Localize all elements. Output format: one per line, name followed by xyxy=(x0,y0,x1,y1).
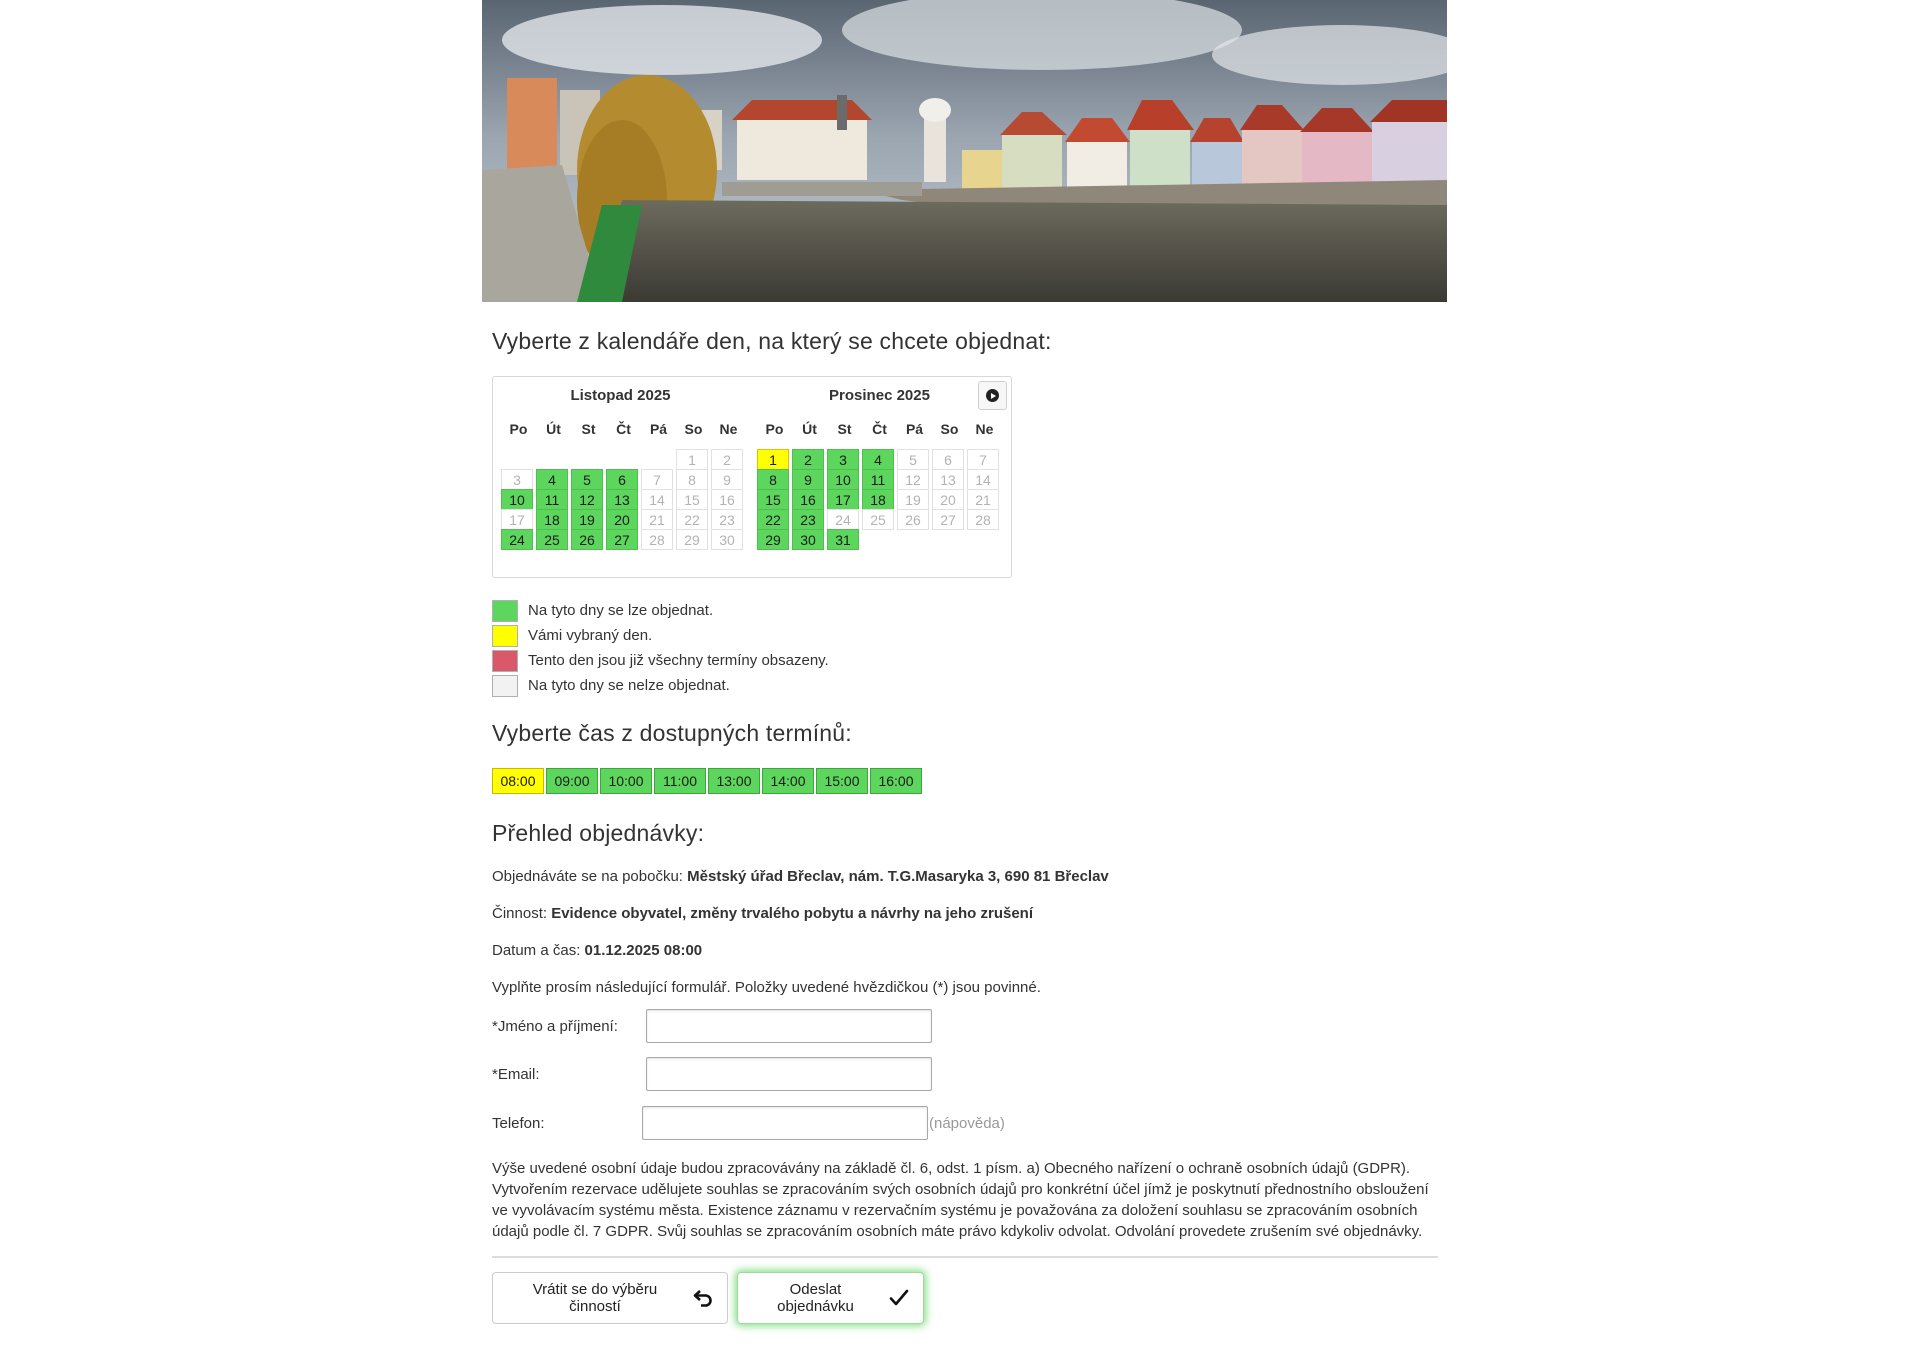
calendar-heading: Vyberte z kalendáře den, na který se chcete objednat: xyxy=(492,328,1052,354)
calendar-day: 5 xyxy=(897,449,929,470)
weekday-label: Út xyxy=(802,421,817,437)
legend-label: Na tyto dny se nelze objednat. xyxy=(528,677,730,694)
legend-item xyxy=(492,623,829,648)
calendar-day: 24 xyxy=(827,509,859,530)
activity-label: Činnost: xyxy=(492,905,552,922)
calendar-day: 20 xyxy=(932,489,964,510)
calendar-day: 25 xyxy=(862,509,894,530)
branch-label: Objednáváte se na pobočku: xyxy=(492,868,688,885)
calendar-day[interactable]: 11 xyxy=(536,489,568,510)
time-slot[interactable]: 09:00 xyxy=(546,768,598,794)
weekday-label: St xyxy=(837,421,852,437)
phone-help-link[interactable]: (nápověda) xyxy=(929,1115,1005,1132)
weekday-label: So xyxy=(940,421,959,437)
calendar-day: 29 xyxy=(676,529,708,550)
legend-item xyxy=(492,648,829,673)
gdpr-notice: Výše uvedené osobní údaje budou zpracovávány na základě čl. 6, odst. 1 písm. a) Obecného nařízení o ochraně osobních údajů (GDPR). Vytvořením rezervace udělujete souhlas se zpracováním svých osobních údajů pro konkrétní účel jímž je poskytnutí přednostního obsloužení ve vyvolávacím systému města. Existence záznamu v rezervačním systému je považována za doložení souhlasu se zpracováním osobních údajů podle čl. 7 GDPR. Svůj souhlas se zpracováním osobních máte právo kdykoliv odvolat. Odvolání provedete zrušením své objednávky. xyxy=(492,1160,1429,1240)
calendar-day[interactable]: 5 xyxy=(571,469,603,490)
calendar-day[interactable]: 12 xyxy=(571,489,603,510)
datetime-value: 01.12.2025 08:00 xyxy=(584,942,703,959)
back-button-label: Vrátit se do výběru činností xyxy=(532,1281,658,1315)
time-heading: Vyberte čas z dostupných termínů: xyxy=(492,720,852,746)
calendar-day[interactable]: 19 xyxy=(571,509,603,530)
calendar-day[interactable]: 27 xyxy=(606,529,638,550)
calendar-day: 9 xyxy=(711,469,743,490)
calendar-day: 14 xyxy=(641,489,673,510)
calendar-day: 2 xyxy=(711,449,743,470)
legend-swatch-selected xyxy=(492,625,518,647)
calendar-day: 30 xyxy=(711,529,743,550)
summary-activity xyxy=(492,905,1033,922)
name-label: *Jméno a příjmení: xyxy=(492,1018,618,1035)
time-slot[interactable]: 11:00 xyxy=(654,768,706,794)
calendar-day[interactable]: 23 xyxy=(792,509,824,530)
calendar-day[interactable]: 17 xyxy=(827,489,859,510)
legend-swatch-unavailable xyxy=(492,675,518,697)
time-slot[interactable]: 16:00 xyxy=(870,768,922,794)
calendar-day: 22 xyxy=(676,509,708,530)
calendar-day: 14 xyxy=(967,469,999,490)
time-slot[interactable]: 10:00 xyxy=(600,768,652,794)
calendar-day: 7 xyxy=(641,469,673,490)
calendar-day[interactable]: 4 xyxy=(862,449,894,470)
calendar-day: 28 xyxy=(641,529,673,550)
submit-order-button[interactable] xyxy=(737,1272,924,1324)
calendar-day[interactable]: 4 xyxy=(536,469,568,490)
calendar-day[interactable]: 10 xyxy=(827,469,859,490)
email-field[interactable] xyxy=(646,1057,932,1091)
calendar-day[interactable]: 18 xyxy=(862,489,894,510)
calendar-day: 23 xyxy=(711,509,743,530)
legend-label: Tento den jsou již všechny termíny obsazeny. xyxy=(528,652,829,669)
back-button[interactable] xyxy=(492,1272,728,1324)
summary-datetime xyxy=(492,942,702,959)
weekday-header xyxy=(757,421,1002,437)
legend-swatch-available xyxy=(492,600,518,622)
calendar-day: 19 xyxy=(897,489,929,510)
calendar-day: 13 xyxy=(932,469,964,490)
calendar-day[interactable]: 20 xyxy=(606,509,638,530)
calendar-day[interactable]: 2 xyxy=(792,449,824,470)
legend-swatch-full xyxy=(492,650,518,672)
calendar-day[interactable]: 16 xyxy=(792,489,824,510)
calendar-day: 21 xyxy=(967,489,999,510)
checkmark-icon xyxy=(889,1289,909,1307)
datetime-label: Datum a čas: xyxy=(492,942,585,959)
branch-value: Městský úřad Břeclav, nám. T.G.Masaryka 3, 690 81 Břeclav xyxy=(687,868,1109,885)
undo-arrow-icon xyxy=(693,1289,713,1307)
calendar-day: 15 xyxy=(676,489,708,510)
weekday-label: Pá xyxy=(649,421,668,437)
calendar-day: 6 xyxy=(932,449,964,470)
phone-label: Telefon: xyxy=(492,1115,545,1132)
calendar-day[interactable]: 10 xyxy=(501,489,533,510)
town-river-image xyxy=(482,0,1447,302)
hero-photo xyxy=(482,0,1447,302)
calendar-day: 17 xyxy=(501,509,533,530)
weekday-label: Ne xyxy=(975,421,994,437)
calendar-day[interactable]: 6 xyxy=(606,469,638,490)
weekday-header xyxy=(501,421,746,437)
calendar-day[interactable]: 18 xyxy=(536,509,568,530)
time-slot[interactable]: 13:00 xyxy=(708,768,760,794)
calendar-day: 3 xyxy=(501,469,533,490)
name-field[interactable] xyxy=(646,1009,932,1043)
divider xyxy=(492,1256,1438,1258)
time-slot[interactable]: 15:00 xyxy=(816,768,868,794)
form-instructions: Vyplňte prosím následující formulář. Položky uvedené hvězdičkou (*) jsou povinné. xyxy=(492,979,1041,996)
legend-label: Vámi vybraný den. xyxy=(528,627,653,644)
calendar-day[interactable]: 31 xyxy=(827,529,859,550)
weekday-label: Pá xyxy=(905,421,924,437)
calendar-day[interactable]: 24 xyxy=(501,529,533,550)
submit-button-label: Odeslat objednávku xyxy=(777,1281,854,1315)
activity-value: Evidence obyvatel, změny trvalého pobytu a návrhy na jeho zrušení xyxy=(551,905,1034,922)
calendar-day: 16 xyxy=(711,489,743,510)
calendar-day[interactable]: 1 xyxy=(757,449,789,470)
calendar-day: 1 xyxy=(676,449,708,470)
calendar-day[interactable]: 11 xyxy=(862,469,894,490)
legend-item xyxy=(492,673,829,698)
summary-heading: Přehled objednávky: xyxy=(492,820,705,846)
weekday-label: Po xyxy=(509,421,528,437)
calendar-day: 26 xyxy=(897,509,929,530)
weekday-label: Ne xyxy=(719,421,738,437)
calendar-day[interactable]: 30 xyxy=(792,529,824,550)
calendar-day: 28 xyxy=(967,509,999,530)
weekday-label: Čt xyxy=(872,421,887,437)
calendar-legend xyxy=(492,598,829,698)
calendar-day[interactable]: 3 xyxy=(827,449,859,470)
circle-arrow-right-icon xyxy=(986,389,999,402)
time-slot[interactable]: 08:00 xyxy=(492,768,544,794)
summary-branch xyxy=(492,868,1109,885)
calendar-day[interactable]: 13 xyxy=(606,489,638,510)
month-title: Listopad 2025 xyxy=(570,387,671,404)
legend-label: Na tyto dny se lze objednat. xyxy=(528,602,714,619)
calendar-day[interactable]: 15 xyxy=(757,489,789,510)
calendar-day[interactable]: 9 xyxy=(792,469,824,490)
time-slot-list xyxy=(492,768,924,794)
calendar-day[interactable]: 26 xyxy=(571,529,603,550)
calendar-day: 21 xyxy=(641,509,673,530)
calendar-day[interactable]: 25 xyxy=(536,529,568,550)
weekday-label: So xyxy=(684,421,703,437)
time-slot[interactable]: 14:00 xyxy=(762,768,814,794)
calendar-day: 7 xyxy=(967,449,999,470)
calendar-day: 8 xyxy=(676,469,708,490)
weekday-label: Po xyxy=(765,421,784,437)
month-title: Prosinec 2025 xyxy=(829,387,930,404)
calendar-day[interactable]: 29 xyxy=(757,529,789,550)
calendar-day[interactable]: 22 xyxy=(757,509,789,530)
email-label: *Email: xyxy=(492,1066,540,1083)
calendar-day[interactable]: 8 xyxy=(757,469,789,490)
weekday-label: Čt xyxy=(616,421,631,437)
calendar-day: 12 xyxy=(897,469,929,490)
weekday-label: Út xyxy=(546,421,561,437)
date-picker xyxy=(492,376,1012,578)
weekday-label: St xyxy=(581,421,596,437)
next-month-button[interactable] xyxy=(978,381,1007,410)
phone-field[interactable] xyxy=(642,1106,928,1140)
calendar-day: 27 xyxy=(932,509,964,530)
legend-item xyxy=(492,598,829,623)
